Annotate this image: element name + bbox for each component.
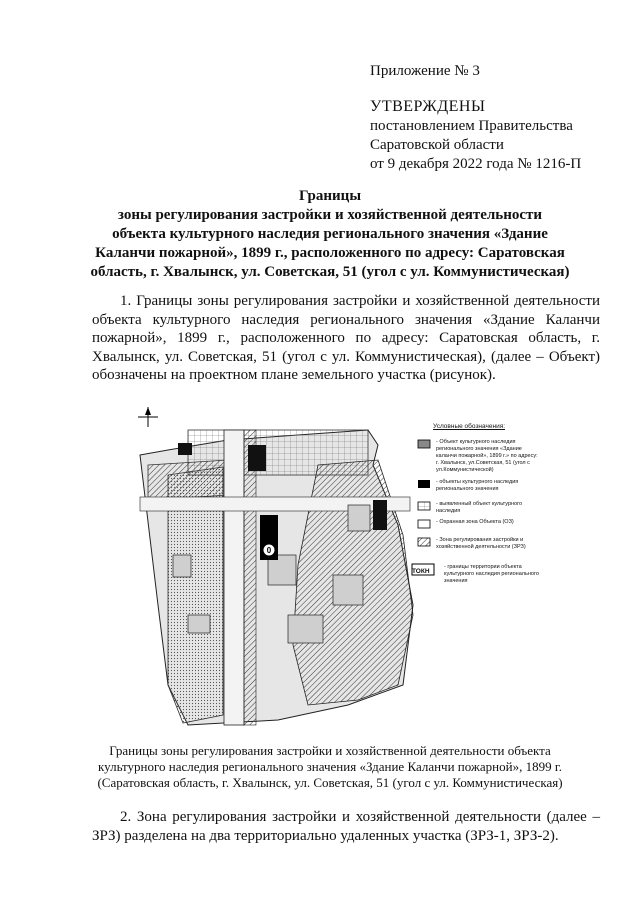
document-title-line-5: область, г. Хвалынск, ул. Советская, 51 (угол с ул. Коммунистическая)	[90, 264, 570, 280]
paragraph-2: 2. Зона регулирования застройки и хозяйственной деятельности (далее – ЗРЗ) разделена на два территориально удаленных участка (ЗРЗ-1, ЗРЗ-2).	[92, 809, 600, 844]
site-plan-figure	[128, 405, 538, 735]
north-arrow-icon	[138, 407, 158, 427]
document-title-line-1: Границы	[298, 188, 362, 204]
legend-item-4: - Охранная зона Объекта (ОЗ)	[436, 519, 514, 525]
legend-item-2: - объекты культурного наследия регионального значения	[436, 479, 519, 492]
legend-item-5: - Зона регулирования застройки и хозяйственной деятельности (ЗРЗ)	[436, 537, 526, 550]
figure-caption-line-1: Границы зоны регулирования застройки и хозяйственной деятельности объекта	[109, 743, 551, 758]
paragraph-1: 1. Границы зоны регулирования застройки и хозяйственной деятельности объекта культурного наследия регионального значения «Здание Каланчи пожарной», 1899 г., расположенного по адресу: Саратовская область, г. Хвалынск, ул. Советская, 51 (угол с ул. Коммунистическая), (далее – Объект) обозначены на проектном плане земельного участка (рисунок).	[92, 293, 600, 384]
legend-item-6: - границы территории объекта культурного наследия регионального значения	[444, 564, 539, 584]
legend-item-1: - Объект культурного наследия регионального значения «Здание каланчи пожарной», 1899 г.» по адресу: г. Хвалынск, ул.Советская, 51 (угол с ул.Коммунистической)	[436, 439, 538, 473]
map-area	[140, 430, 413, 725]
appendix-label: Приложение № 3	[370, 63, 480, 79]
approval-line-2: Саратовской области	[370, 137, 504, 153]
figure-caption-line-2: культурного наследия регионального значения «Здание Каланчи пожарной», 1899 г.	[98, 759, 562, 774]
approval-line-1: постановлением Правительства	[370, 118, 573, 134]
legend-tokn-label: ТОКН	[412, 568, 430, 575]
approval-line-3: от 9 декабря 2022 года № 1216-П	[370, 156, 582, 172]
legend-swatches	[412, 440, 434, 575]
document-title-line-2: зоны регулирования застройки и хозяйственной деятельности	[117, 207, 543, 223]
document-title-line-4: Каланчи пожарной», 1899 г., расположенного по адресу: Саратовская	[95, 245, 565, 261]
approved-label: УТВЕРЖДЕНЫ	[370, 98, 486, 115]
figure-caption-line-3: (Саратовская область, г. Хвалынск, ул. Советская, 51 (угол с ул. Коммунистическая)	[97, 775, 563, 790]
legend-title: Условные обозначения:	[433, 423, 506, 430]
legend-item-3: - выявленный объект культурного наследия	[436, 501, 523, 514]
legend	[436, 439, 546, 639]
document-title-line-3: объекта культурного наследия регионального значения «Здание	[112, 226, 548, 242]
object-label: 0	[266, 546, 272, 555]
